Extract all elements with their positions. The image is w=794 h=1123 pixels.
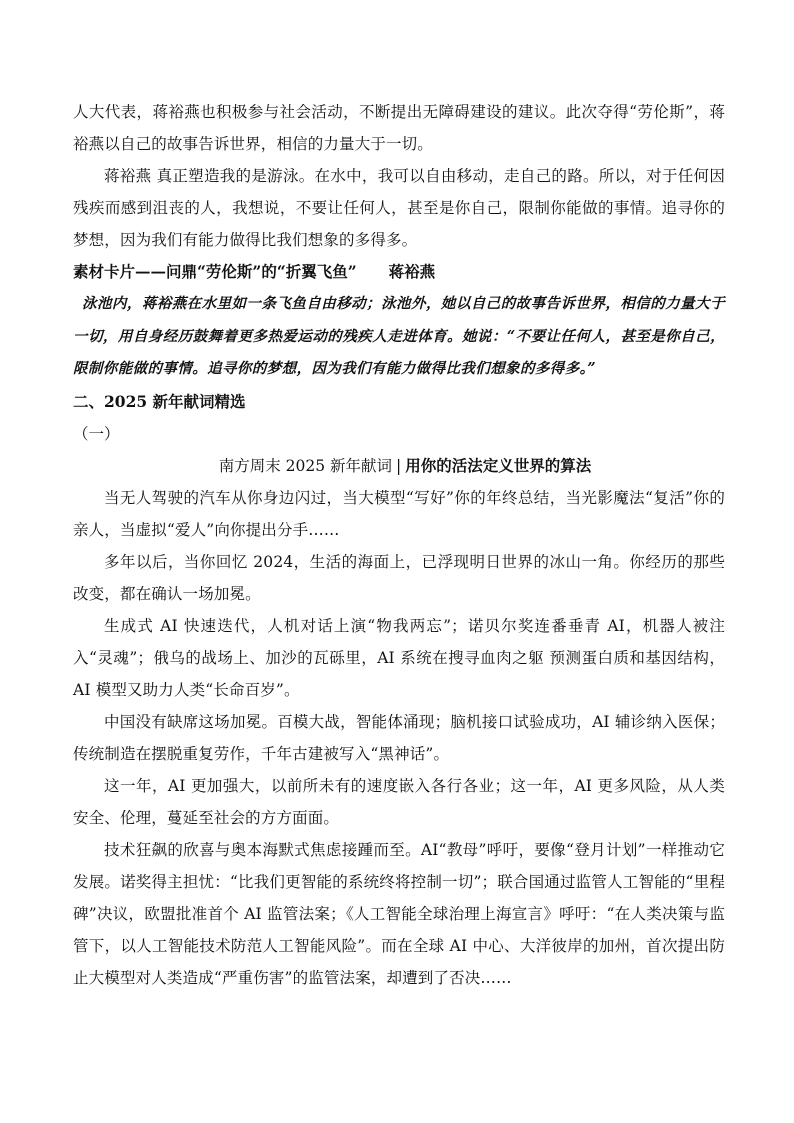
section-heading: 二、2025 新年献词精选 xyxy=(73,391,246,411)
material-card-author: 蒋裕燕 xyxy=(388,262,436,281)
document-page xyxy=(73,96,725,994)
subsection-label: （一） xyxy=(73,424,120,443)
article-headline: 用你的活法定义世界的算法 xyxy=(405,455,592,475)
article-title xyxy=(73,450,725,482)
article-paragraph: 技术狂飙的欣喜与奥本海默式焦虑接踵而至。AI“教母”呼吁，要像“登月计划”一样推动它发展。诺奖得主担忧：“比我们更智能的系统终将控制一切”；联合国通过监管人工智能的“里程碑”决议，欧盟批准首个 AI 监管法案；《人工智能全球治理上海宣言》呼吁：“在人类决策与监管下，以人工智能技术防范人工智能风险”。而在全球 AI 中心、大洋彼岸的加州，首次提出防止大模型对人类造成“严重伤害”的监管法案，却遭到了否决…… xyxy=(73,840,725,987)
article-paragraph: 多年以后，当你回忆 2024，生活的海面上，已浮现明日世界的冰山一角。你经历的那些改变，都在确认一场加冕。 xyxy=(73,552,725,603)
article-paragraph: 当无人驾驶的汽车从你身边闪过，当大模型“写好”你的年终总结，当光影魔法“复活”你的亲人，当虚拟“爱人”向你提出分手…… xyxy=(73,488,725,539)
intro-paragraph-continuation: 人大代表，蒋裕燕也积极参与社会活动，不断提出无障碍建设的建议。此次夺得“劳伦斯”，蒋裕燕以自己的故事告诉世界，相信的力量大于一切。 xyxy=(73,103,725,153)
article-paragraph: 这一年，AI 更加强大，以前所未有的速度嵌入各行各业；这一年，AI 更多风险，从人类安全、伦理，蔓延至社会的方方面面。 xyxy=(73,776,725,827)
material-card-title: 素材卡片——问鼎“劳伦斯”的“折翼飞鱼” xyxy=(73,262,357,281)
material-card-body: 泳池内，蒋裕燕在水里如一条飞鱼自由移动；泳池外，她以自己的故事告诉世界，相信的力量大于一切，用自身经历鼓舞着更多热爱运动的残疾人走进体育。她说：“不要让任何人，甚至是你自己，限制你能做的事情。追寻你的梦想，因为我们有能力做得比我们想象的多得多。” xyxy=(73,295,725,377)
article-paragraph: 中国没有缺席这场加冕。百模大战，智能体涌现；脑机接口试验成功，AI 辅诊纳入医保；传统制造在摆脱重复劳作，千年古建被写入“黑神话”。 xyxy=(73,712,725,763)
article-paragraph: 生成式 AI 快速迭代，人机对话上演“物我两忘”；诺贝尔奖连番垂青 AI，机器人被注入“灵魂”；俄乌的战场上、加沙的瓦砾里，AI 系统在搜寻血肉之躯 预测蛋白质和基因结构，AI 模型又助力人类“长命百岁”。 xyxy=(73,616,725,699)
material-card-heading xyxy=(73,256,725,288)
quote-paragraph: 蒋裕燕 真正塑造我的是游泳。在水中，我可以自由移动，走自己的路。所以，对于任何因残疾而感到沮丧的人，我想说，不要让任何人，甚至是你自己，限制你能做的事情。追寻你的梦想，因为我们有能力做得比我们想象的多得多。 xyxy=(73,167,725,249)
title-separator: | xyxy=(396,456,402,475)
article-source: 南方周末 2025 新年献词 xyxy=(218,456,393,475)
